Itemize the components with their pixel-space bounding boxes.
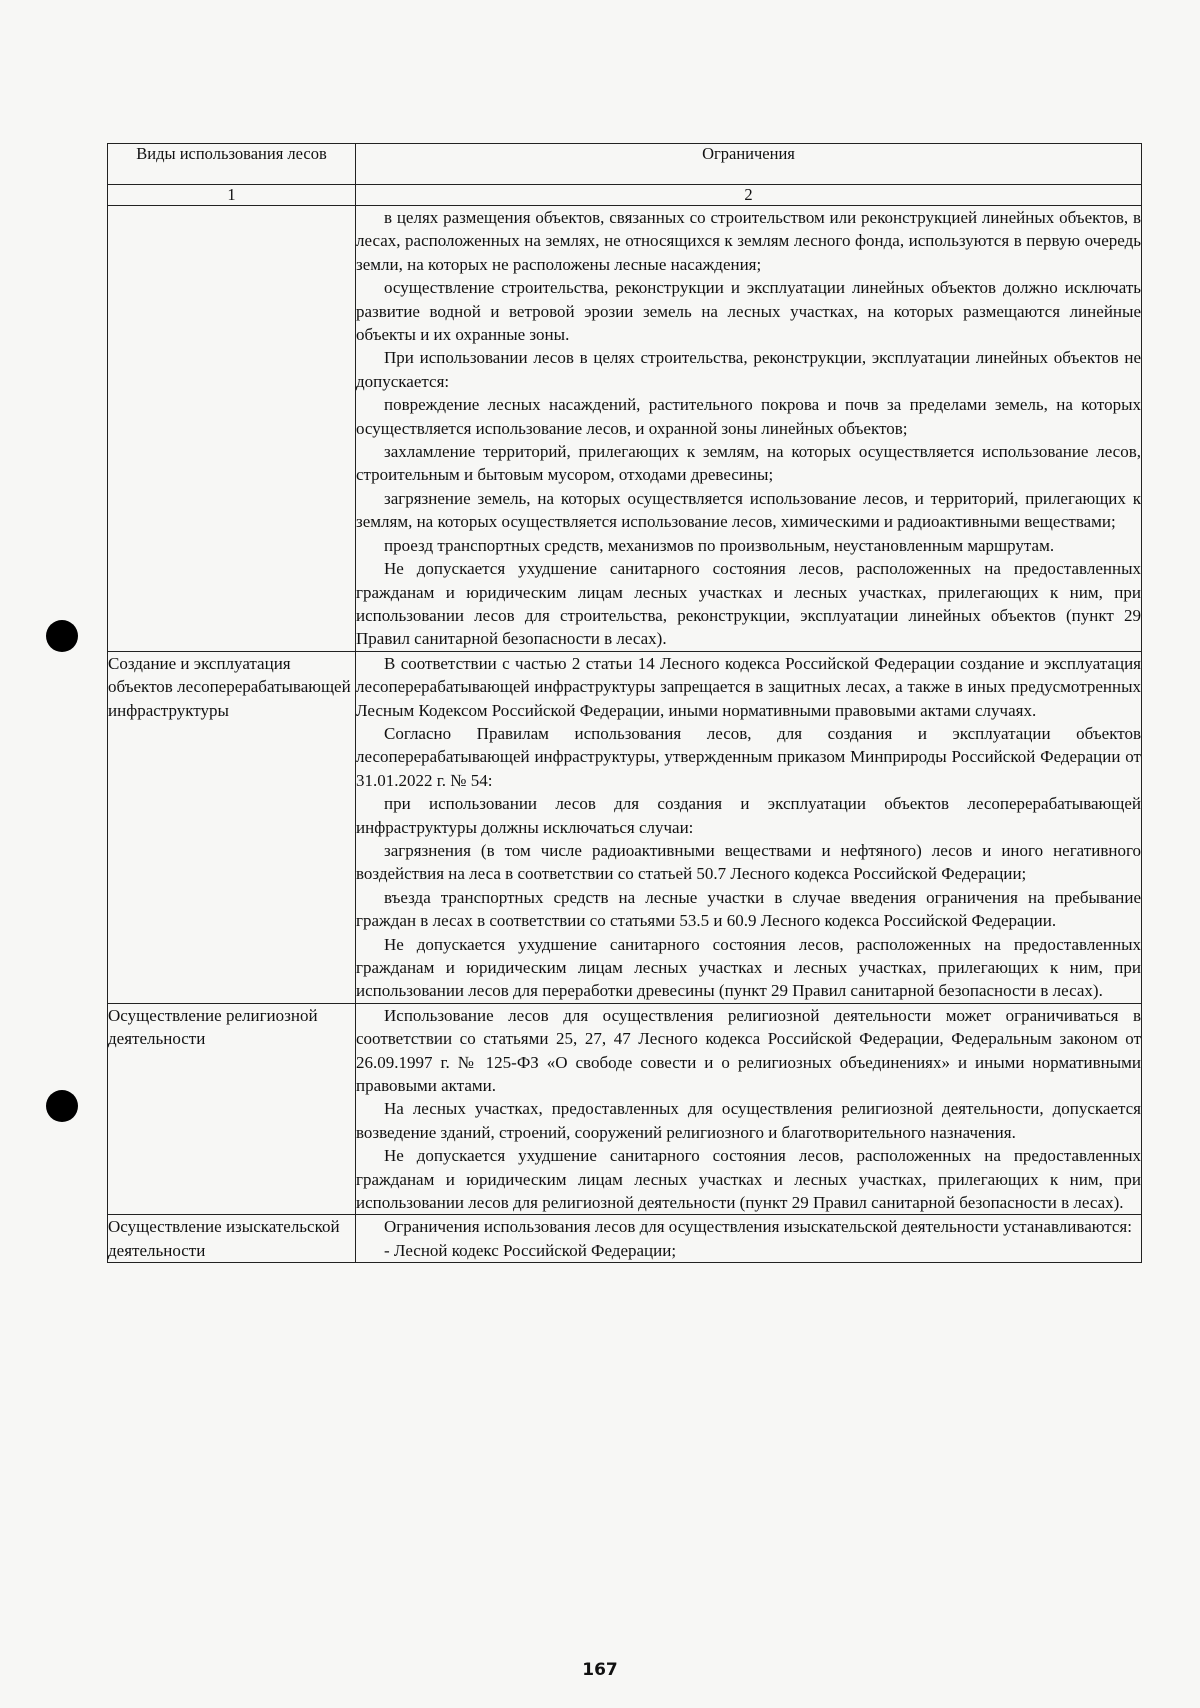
restriction-paragraph: Ограничения использования лесов для осуществления изыскательской деятельности устанавливаются: [384, 1217, 1132, 1237]
table-row [108, 1215, 1142, 1263]
restriction-paragraph: повреждение лесных насаждений, растительного покрова и почв за пределами земель, на которых осуществляется использование лесов, и охранной зоны линейных объектов; [356, 395, 1141, 438]
table-row [108, 651, 1142, 1003]
restriction-paragraph: При использовании лесов в целях строительства, реконструкции, эксплуатации линейных объектов не допускается: [356, 348, 1141, 391]
restriction-paragraph: осуществление строительства, реконструкции и эксплуатации линейных объектов должно исключать развитие водной и ветровой эрозии земель на лесных участках, на которых размещаются линейные объекты и их охранные зоны. [356, 278, 1141, 345]
restriction-paragraph: въезда транспортных средств на лесные участки в случае введения ограничения на пребывание граждан в лесах в соответствии со статьями 53.5 и 60.9 Лесного кодекса Российской Федерации. [356, 887, 1141, 931]
restriction-paragraph: загрязнения (в том числе радиоактивными веществами и нефтяного) лесов и иного негативного воздействия на леса в соответствии со статьей 50.7 Лесного кодекса Российской Федерации; [356, 840, 1141, 884]
table-row [108, 206, 1142, 652]
restriction-paragraph: Не допускается ухудшение санитарного состояния лесов, расположенных на предоставленных гражданам и юридическим лицам лесных участках и лесных участках, прилегающих к ним, при использовании лесов для религиозной деятельности (пункт 29 Правил санитарной безопасности в лесах). [356, 1146, 1141, 1213]
restriction-paragraph: Согласно Правилам использования лесов, для создания и эксплуатации объектов лесоперерабатывающей инфраструктуры, утвержденным приказом Минприроды Российской Федерации от 31.01.2022 г. № 54: [356, 723, 1141, 790]
table-row [108, 1003, 1142, 1215]
row-restrictions-cell [356, 206, 1142, 652]
restriction-paragraph: захламление территорий, прилегающих к землям, на которых осуществляется использование лесов, строительным и бытовым мусором, отходами древесины; [356, 442, 1141, 485]
restriction-paragraph: - Лесной кодекс Российской Федерации; [384, 1240, 677, 1260]
row-restrictions-cell [356, 651, 1142, 1003]
restriction-paragraph: Не допускается ухудшение санитарного состояния лесов, расположенных на предоставленных гражданам и юридическим лицам лесных участках и лесных участках, прилегающих к ним, при использовании лесов для переработки древесины (пункт 29 Правил санитарной безопасности в лесах). [356, 934, 1141, 1001]
restriction-paragraph: В соответствии с частью 2 статьи 14 Лесного кодекса Российской Федерации создание и эксплуатация лесоперерабатывающей инфраструктуры запрещается в защитных лесах, а также в иных предусмотренных Лесным Кодексом Российской Федерации, иными нормативными правовыми актами случаях. [356, 653, 1141, 720]
punch-hole-bottom [46, 1090, 78, 1122]
row-type-cell: Осуществление изыскательской деятельности [108, 1215, 356, 1263]
header-num-1: 1 [108, 185, 356, 206]
restriction-paragraph: проезд транспортных средств, механизмов по произвольным, неустановленным маршрутам. [384, 535, 1055, 555]
restriction-paragraph: На лесных участках, предоставленных для осуществления религиозной деятельности, допускается возведение зданий, строений, сооружений религиозного и благотворительного назначения. [356, 1099, 1141, 1142]
header-col-forest-use-types: Виды использования лесов [108, 144, 356, 185]
restriction-paragraph: Использование лесов для осуществления религиозной деятельности может ограничиваться в соответствии со статьями 25, 27, 47 Лесного кодекса Российской Федерации, Федеральным законом от 26.09.1997 г. № 125-ФЗ «О свободе совести и о религиозных объединениях» и иными нормативными правовыми актами. [356, 1005, 1141, 1096]
row-restrictions-cell [356, 1003, 1142, 1215]
row-restrictions-cell [356, 1215, 1142, 1263]
restriction-paragraph: при использовании лесов для создания и эксплуатации объектов лесоперерабатывающей инфраструктуры должны исключаться случаи: [356, 794, 1141, 837]
restrictions-table [107, 143, 1142, 1263]
restriction-paragraph: Не допускается ухудшение санитарного состояния лесов, расположенных на предоставленных гражданам и юридическим лицам лесных участках и лесных участках, прилегающих к ним, при использовании лесов для строительства, реконструкции, эксплуатации линейных объектов (пункт 29 Правил санитарной безопасности в лесах). [356, 559, 1141, 649]
table-header-row [108, 144, 1142, 185]
row-type-cell: Создание и эксплуатация объектов лесоперерабатывающей инфраструктуры [108, 651, 356, 1003]
restriction-paragraph: загрязнение земель, на которых осуществляется использование лесов, и территорий, прилегающих к землям, на которых осуществляется использование лесов, химическими и радиоактивными веществами; [356, 488, 1141, 532]
header-num-2: 2 [356, 185, 1142, 206]
table-number-row [108, 185, 1142, 206]
punch-hole-top [46, 620, 78, 652]
row-type-cell [108, 206, 356, 652]
page-number: 167 [582, 1660, 618, 1680]
header-col-restrictions: Ограничения [356, 144, 1142, 185]
restriction-paragraph: в целях размещения объектов, связанных со строительством или реконструкцией линейных объектов, в лесах, расположенных на землях, не относящихся к землям лесного фонда, используются в первую очередь земли, на которых не расположены лесные насаждения; [356, 208, 1141, 274]
row-type-cell: Осуществление религиозной деятельности [108, 1003, 356, 1215]
